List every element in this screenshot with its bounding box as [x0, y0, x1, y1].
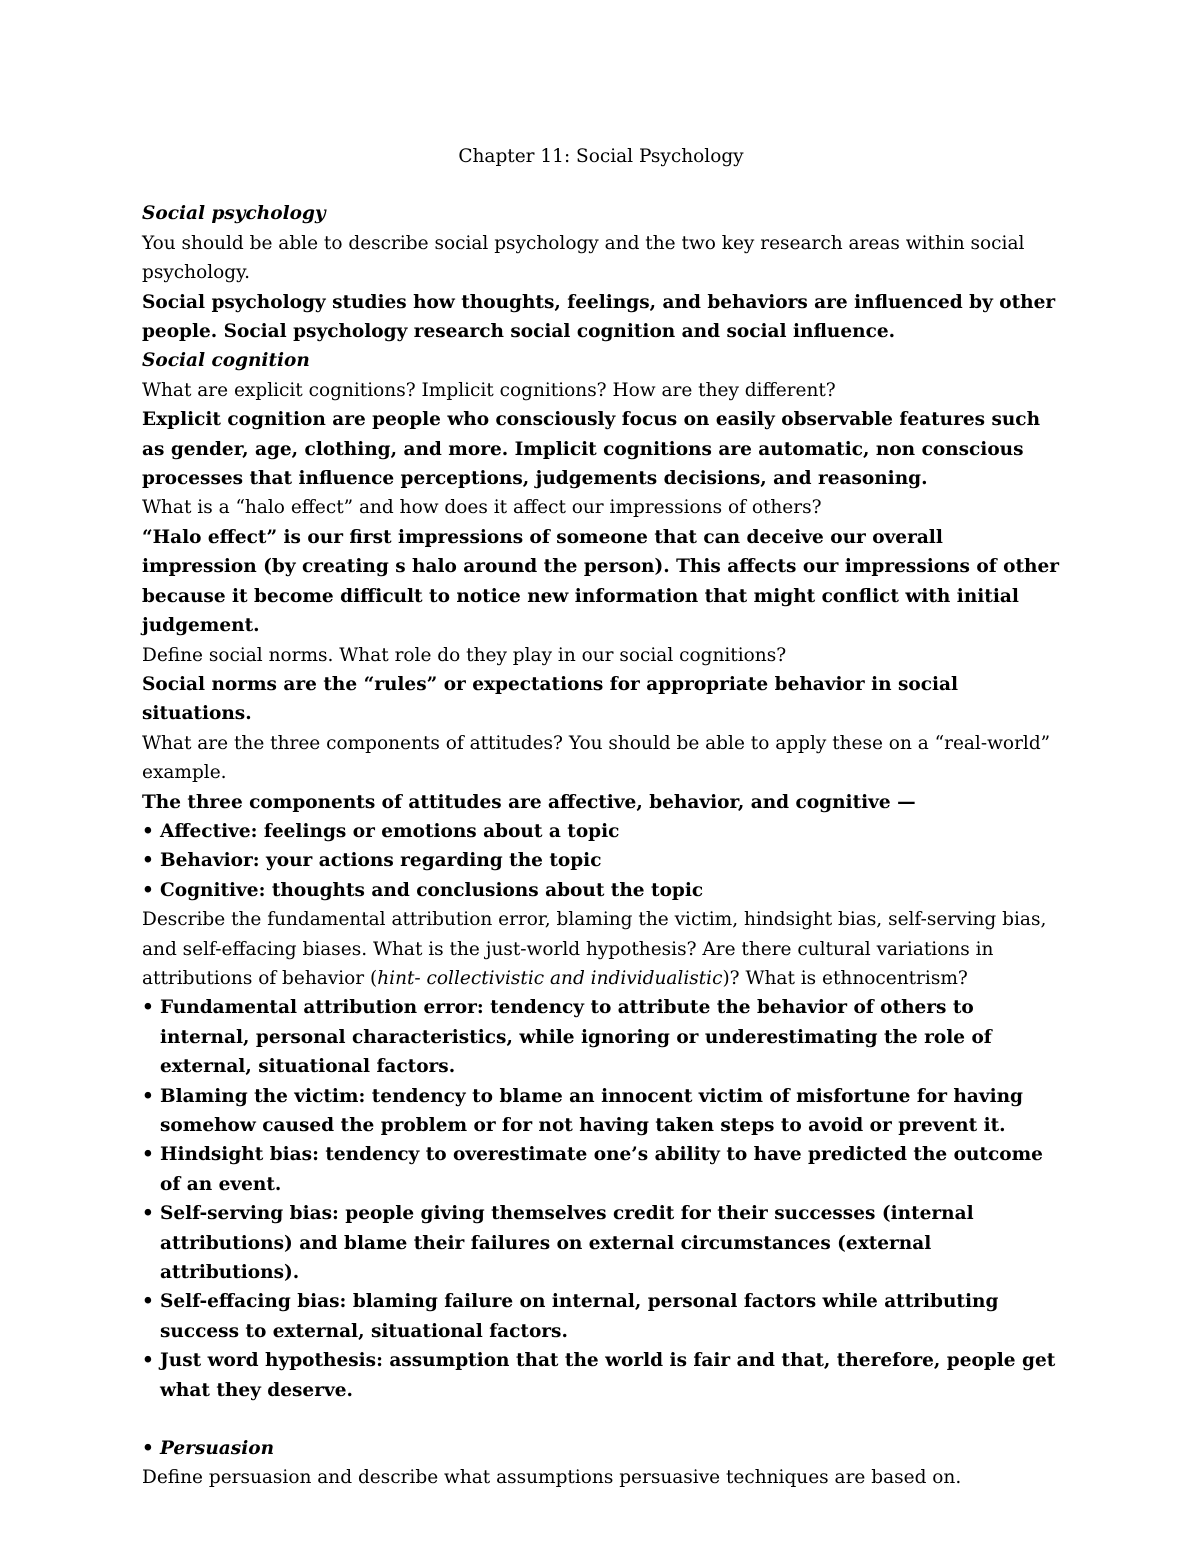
spacer: [142, 1405, 1060, 1434]
section-heading-social-cognition: Social cognition: [142, 350, 310, 372]
answer-attitudes: The three components of attitudes are affective, behavior, and cognitive —: [142, 791, 916, 813]
answer-social-norms: Social norms are the “rules” or expectations for appropriate behavior in social situations.: [142, 673, 959, 725]
answer-explicit-implicit: Explicit cognition are people who consciously focus on easily observable features such as gender, age, clothing, and more. Implicit cognitions are automatic, non conscious processes that influence perceptions, judgements decisions, and reasoning.: [142, 409, 1041, 490]
list-item: • Hindsight bias: tendency to overestimate one’s ability to have predicted the outcome of an event.: [142, 1140, 1060, 1199]
section-persuasion: [142, 1434, 1060, 1463]
list-item: • Blaming the victim: tendency to blame an innocent victim of misfortune for having somehow caused the problem or for not having taken steps to avoid or prevent it.: [142, 1082, 1060, 1141]
question-persuasion: Define persuasion and describe what assumptions persuasive techniques are based on.: [142, 1467, 962, 1489]
answer-social-psychology: Social psychology studies how thoughts, feelings, and behaviors are influenced by other people. Social psychology research social cognition and social influence.: [142, 291, 1056, 343]
section-heading-social-psychology: Social psychology: [142, 203, 326, 225]
page-title: Chapter 11: Social Psychology: [458, 146, 744, 167]
section-heading-persuasion: Persuasion: [160, 1438, 275, 1460]
question-attribution-end: )? What is ethnocentrism?: [722, 967, 968, 989]
list-item: • Cognitive: thoughts and conclusions about the topic: [142, 876, 1060, 905]
attitude-components-list: [142, 817, 1060, 905]
list-item: • Self-effacing bias: blaming failure on internal, personal factors while attributing success to external, situational factors.: [142, 1287, 1060, 1346]
question-attribution-hint: hint- collectivistic and individualistic: [377, 967, 723, 989]
list-item: • Fundamental attribution error: tendency to attribute the behavior of others to internal, personal characteristics, while ignoring or underestimating the role of external, situational factors.: [142, 993, 1060, 1081]
bias-list: [142, 993, 1060, 1405]
question-attitudes: What are the three components of attitudes? You should be able to apply these on a “real-world” example.: [142, 732, 1051, 784]
list-item: • Affective: feelings or emotions about a topic: [142, 817, 1060, 846]
list-item: • Just word hypothesis: assumption that the world is fair and that, therefore, people get what they deserve.: [142, 1346, 1060, 1405]
question-halo-effect: What is a “halo effect” and how does it affect our impressions of others?: [142, 497, 822, 519]
answer-halo-effect: “Halo effect” is our first impressions of someone that can deceive our overall impression (by creating s halo around the person). This affects our impressions of other because it become difficult to notice new information that might conflict with initial judgement.: [142, 526, 1059, 637]
question-social-norms: Define social norms. What role do they play in our social cognitions?: [142, 644, 787, 666]
question-attribution: [142, 905, 1060, 993]
question-attribution-text: Describe the fundamental attribution error, blaming the victim, hindsight bias, self-serving bias, and self-effacing biases. What is the just-world hypothesis? Are there cultural variations in attributions of behavior (: [142, 909, 1047, 989]
bullet-marker: •: [142, 1438, 154, 1460]
question-explicit-implicit: What are explicit cognitions? Implicit cognitions? How are they different?: [142, 379, 836, 401]
list-item: • Behavior: your actions regarding the topic: [142, 846, 1060, 875]
list-item: • Self-serving bias: people giving themselves credit for their successes (internal attributions) and blame their failures on external circumstances (external attributions).: [142, 1199, 1060, 1287]
question-social-psychology: You should be able to describe social psychology and the two key research areas within social psychology.: [142, 232, 1025, 284]
